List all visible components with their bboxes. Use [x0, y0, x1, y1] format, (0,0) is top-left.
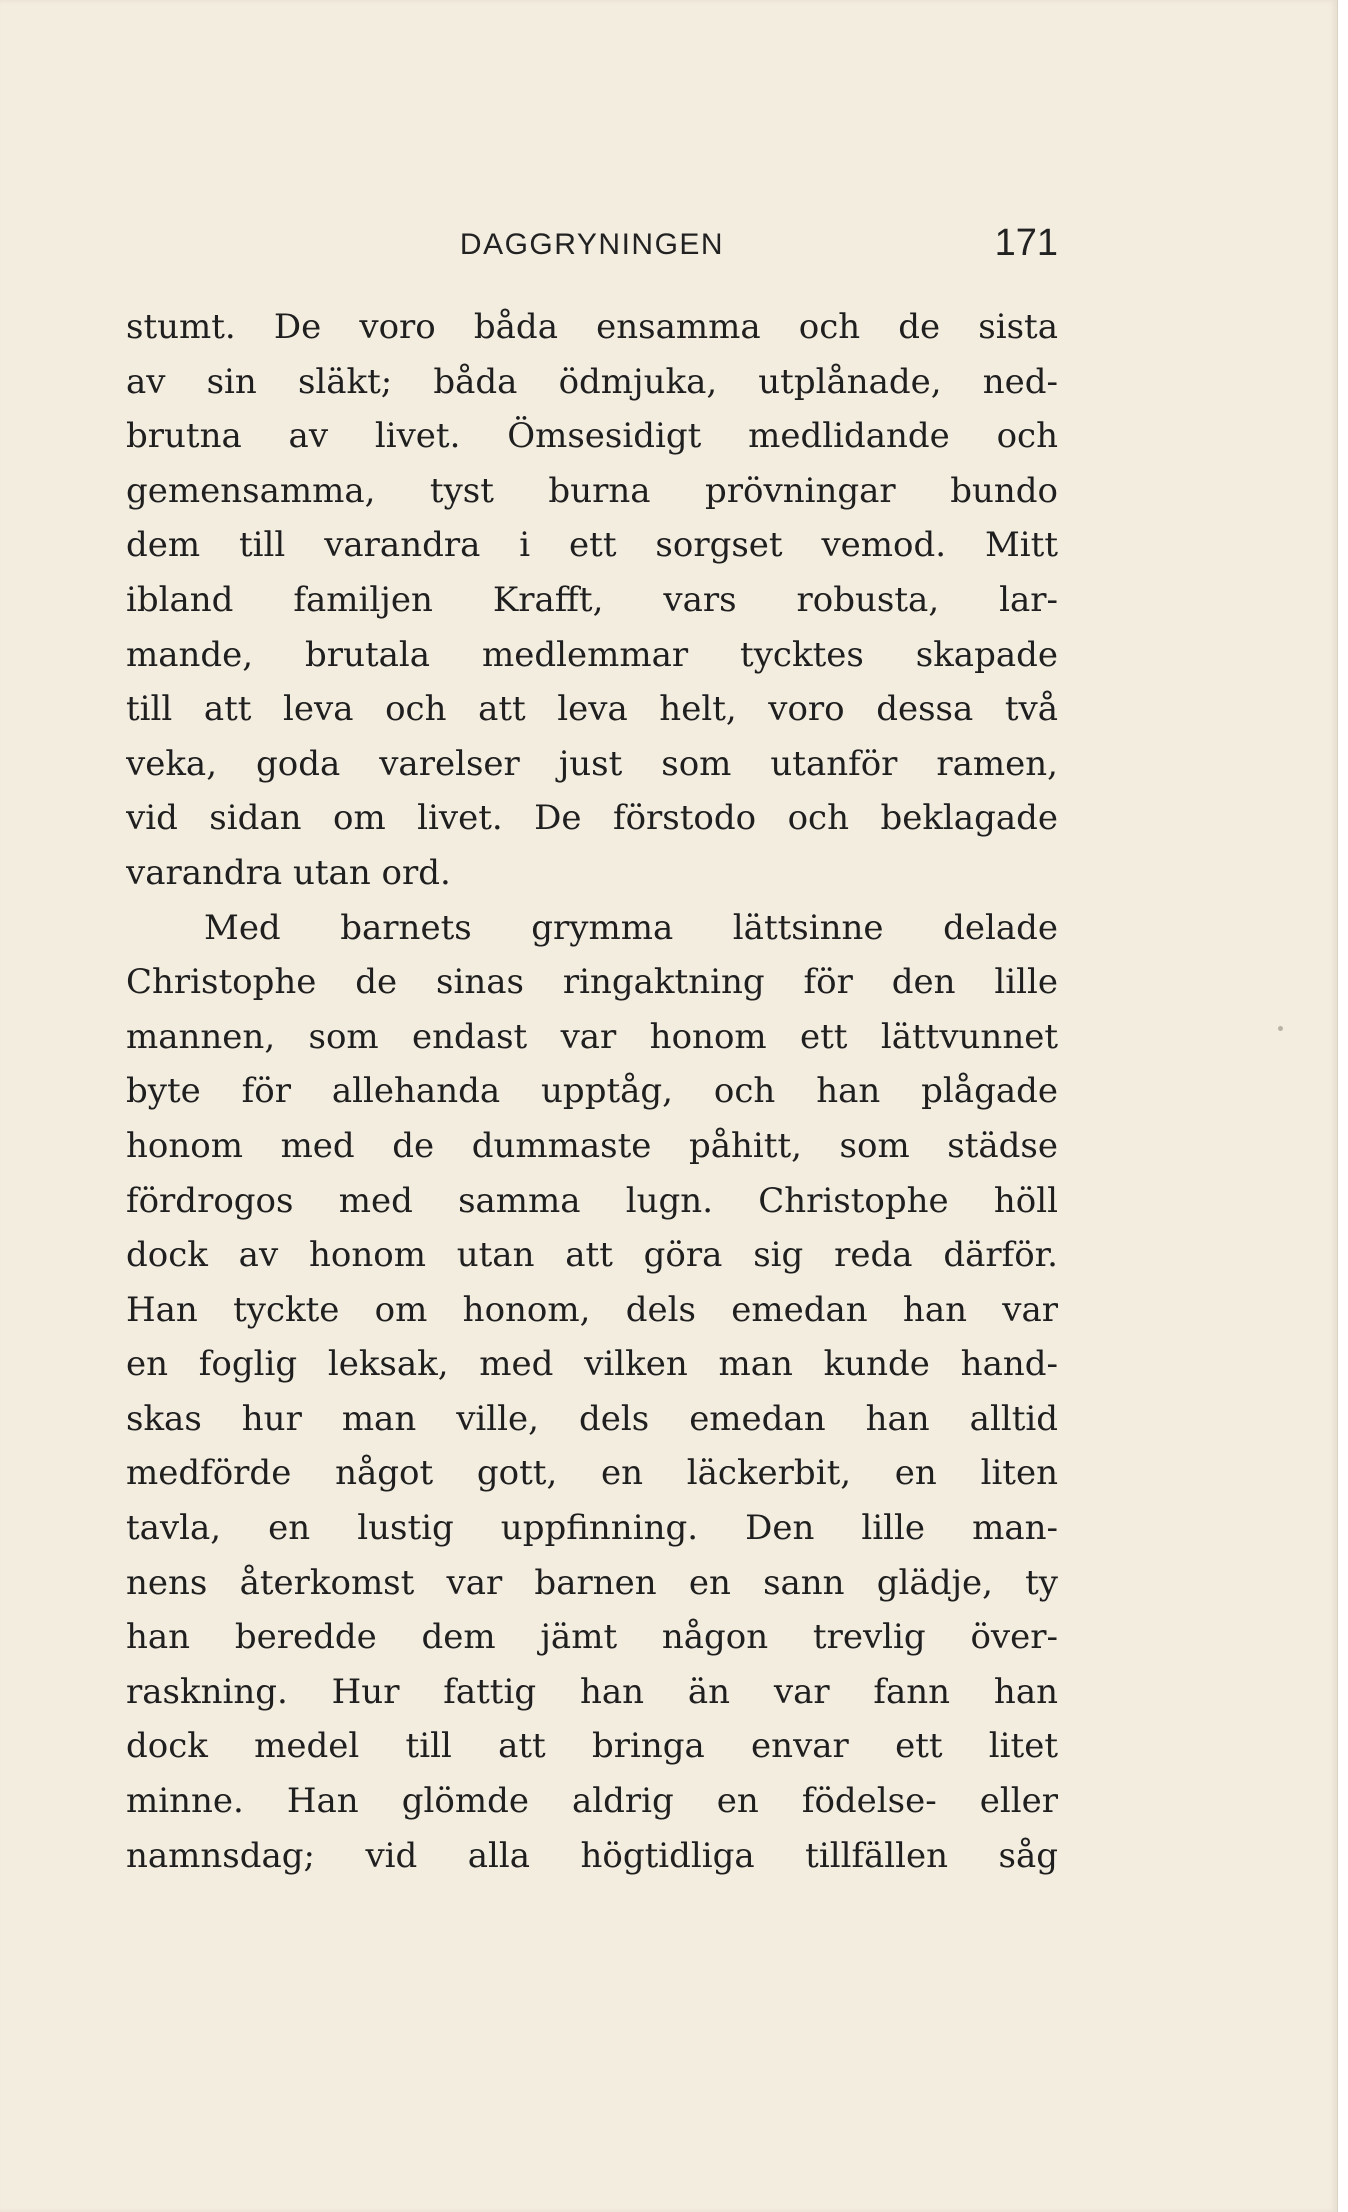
text-line: av sin släkt; båda ödmjuka, utplånade, ned-: [126, 361, 1058, 402]
text-line: minne. Han glömde aldrig en födelse- eller: [126, 1781, 1058, 1822]
text-line: skas hur man ville, dels emedan han alltid: [126, 1398, 1058, 1439]
text-line: veka, goda varelser just som utanför ramen,: [126, 743, 1058, 784]
text-line: han beredde dem jämt någon trevlig över-: [126, 1617, 1058, 1658]
text-line: gemensamma, tyst burna prövningar bundo: [126, 470, 1058, 511]
running-head: [126, 222, 1058, 266]
text-line: en foglig leksak, med vilken man kunde hand-: [126, 1344, 1058, 1385]
text-line: dock medel till att bringa envar ett litet: [126, 1726, 1058, 1767]
text-line: Han tyckte om honom, dels emedan han var: [126, 1289, 1058, 1330]
text-line: raskning. Hur fattig han än var fann han: [126, 1671, 1058, 1712]
text-line: brutna av livet. Ömsesidigt medlidande och: [126, 416, 1058, 457]
running-title: DAGGRYNINGEN: [459, 228, 725, 261]
text-line: medförde något gott, en läckerbit, en liten: [126, 1453, 1058, 1494]
text-line: tavla, en lustig uppfinning. Den lille man-: [126, 1508, 1058, 1549]
text-line: mande, brutala medlemmar tycktes skapade: [126, 634, 1058, 675]
page-number: 171: [994, 222, 1058, 264]
text-line: namnsdag; vid alla högtidliga tillfällen såg: [126, 1835, 1058, 1876]
text-line: mannen, som endast var honom ett lättvunnet: [126, 1016, 1058, 1057]
text-line: dem till varandra i ett sorgset vemod. Mitt: [126, 525, 1058, 566]
paragraph-first-line: Med barnets grymma lättsinne delade: [204, 907, 1058, 948]
text-line: nens återkomst var barnen en sann glädje, ty: [126, 1562, 1058, 1603]
text-line: stumt. De voro båda ensamma och de sista: [126, 307, 1058, 347]
text-line: ibland familjen Krafft, vars robusta, lar-: [126, 579, 1058, 620]
text-line: vid sidan om livet. De förstodo och beklagade: [126, 798, 1058, 839]
paper-speck: [1278, 1026, 1283, 1031]
text-line: varandra utan ord.: [126, 852, 451, 893]
text-line: dock av honom utan att göra sig reda därför.: [126, 1235, 1058, 1276]
text-line: honom med de dummaste påhitt, som städse: [126, 1125, 1058, 1166]
text-line: byte för allehanda upptåg, och han plågade: [126, 1071, 1058, 1112]
text-line: fördrogos med samma lugn. Christophe höll: [126, 1180, 1058, 1221]
text-line: Christophe de sinas ringaktning för den lille: [126, 962, 1058, 1003]
body-text: [126, 300, 1058, 1883]
text-line: till att leva och att leva helt, voro dessa två: [126, 689, 1058, 730]
page-edge: [1337, 0, 1348, 2212]
